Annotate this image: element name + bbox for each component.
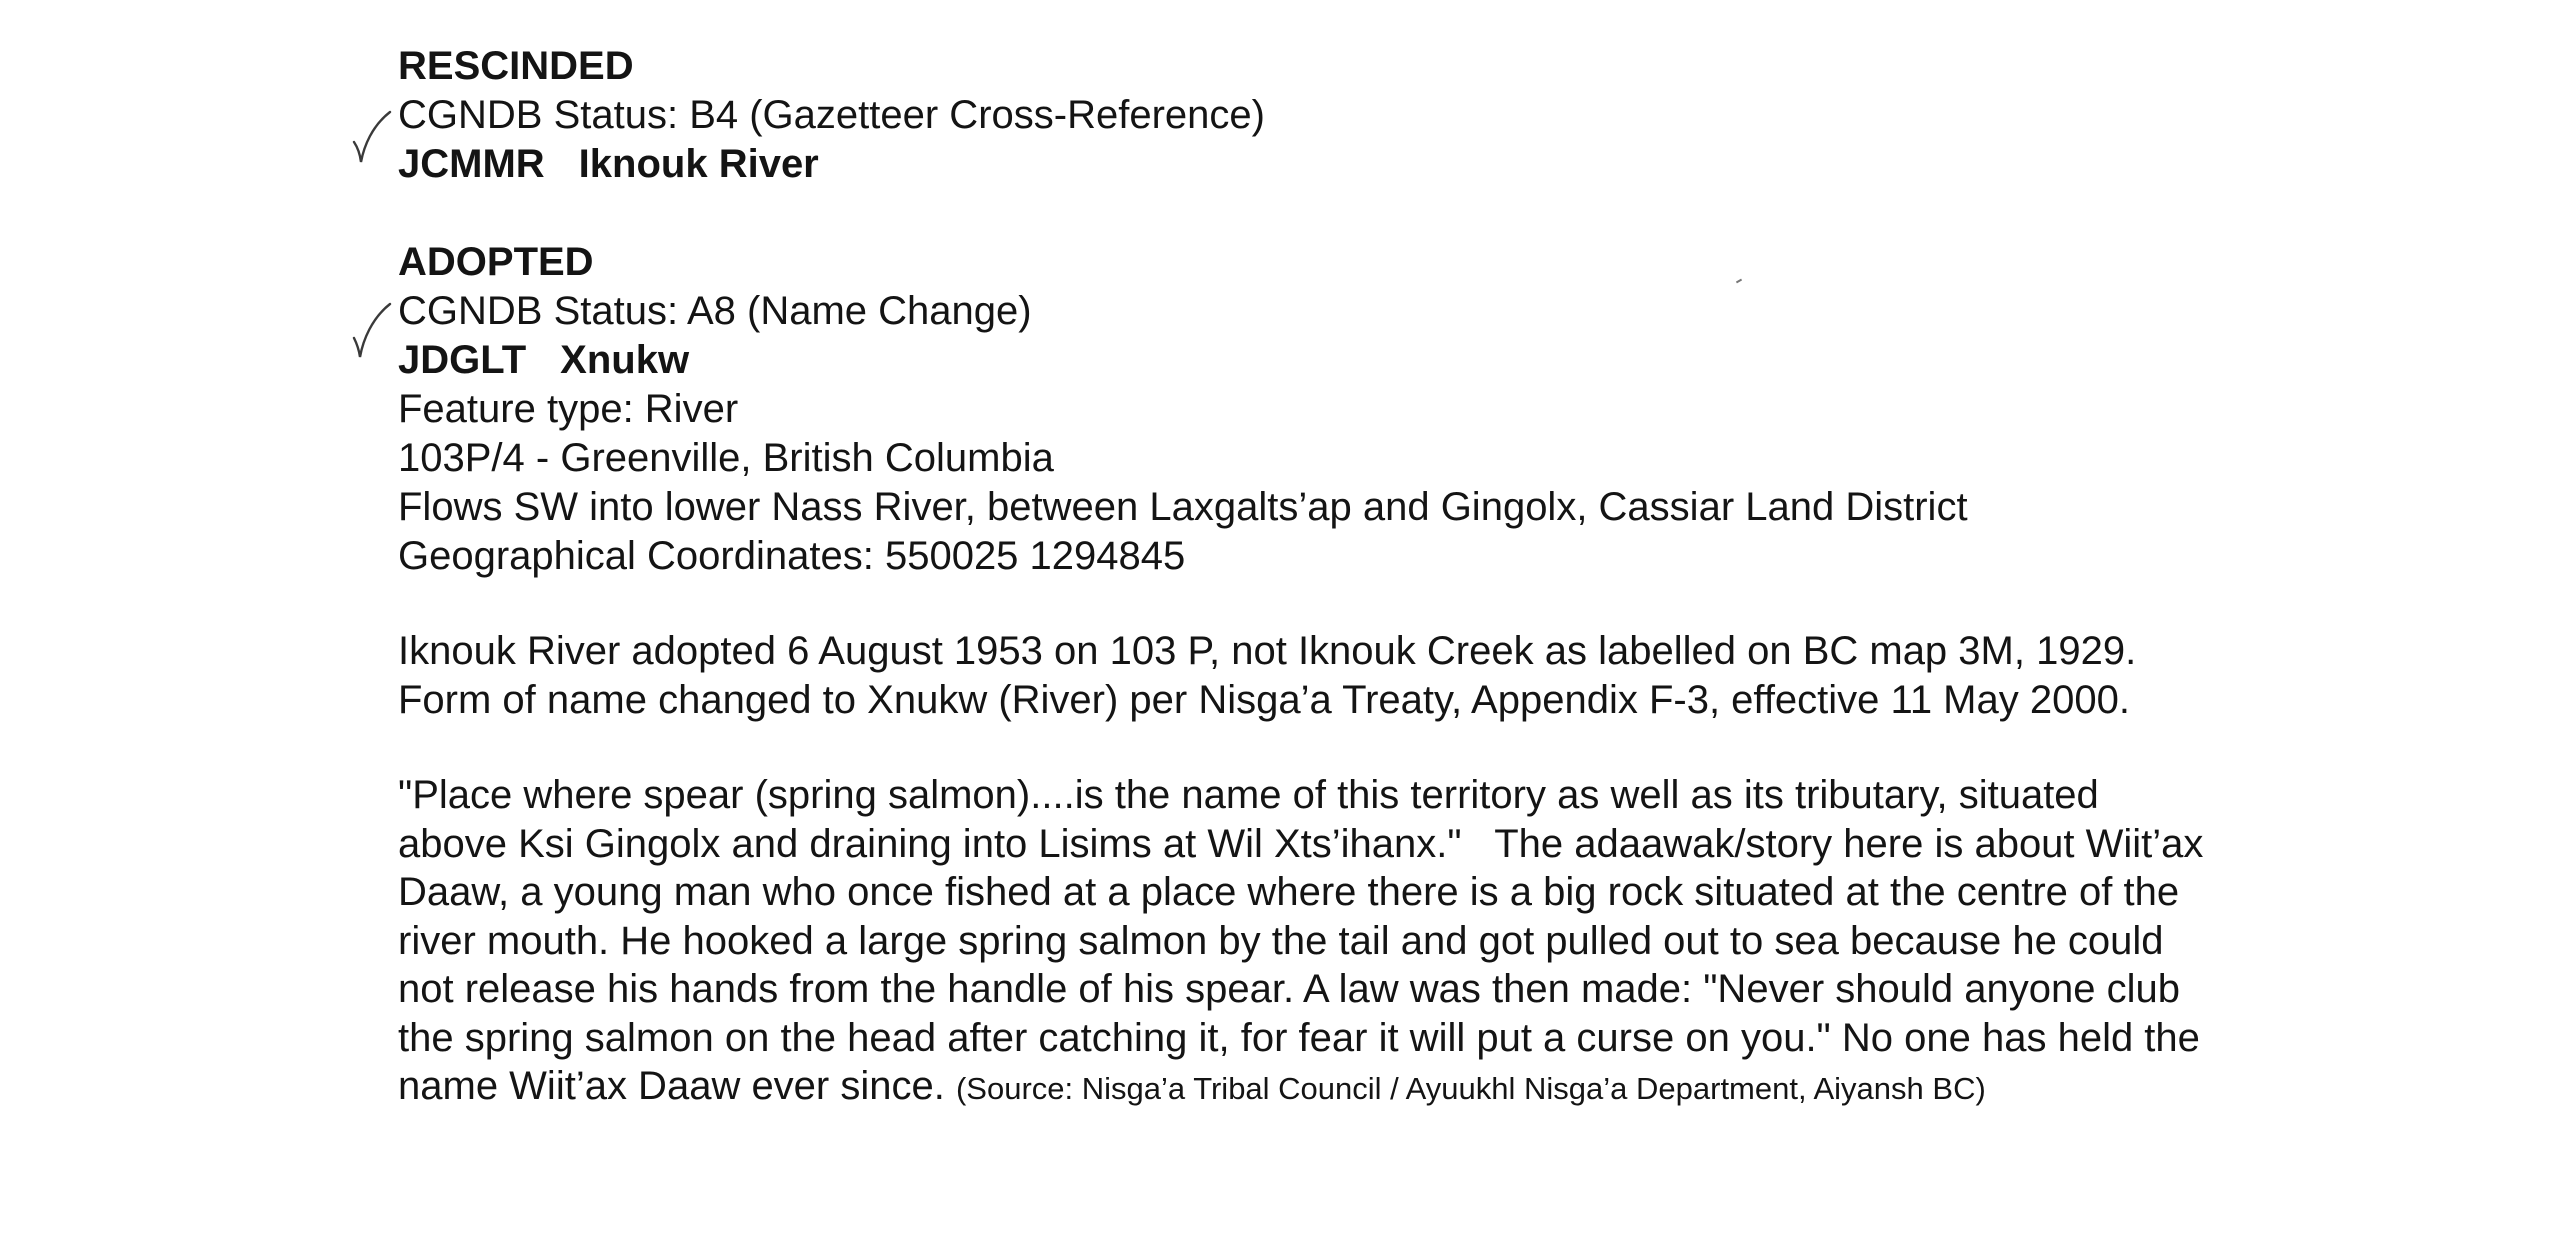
adopted-name: Xnukw: [560, 338, 690, 382]
adopted-code: JDGLT: [398, 338, 527, 382]
feature-type: Feature type: River: [398, 387, 739, 431]
adopted-heading: ADOPTED: [398, 240, 594, 284]
rescinded-code: JCMMR: [398, 142, 545, 186]
source-citation: (Source: Nisga’a Tribal Council / Ayuukhl Nisga’a Department, Aiyansh BC): [955, 1071, 1986, 1106]
location-description: Flows SW into lower Nass River, between Laxgalts’ap and Gingolx, Cassiar Land District: [398, 485, 1968, 529]
spacer: [398, 724, 2348, 771]
rescinded-status: CGNDB Status: B4 (Gazetteer Cross-Reference): [398, 93, 1265, 137]
rescinded-heading: RESCINDED: [398, 44, 634, 88]
checkmark-icon: [350, 108, 394, 164]
rescinded-entry: [398, 140, 2348, 189]
adopted-entry: [398, 336, 2348, 385]
adopted-status: CGNDB Status: A8 (Name Change): [398, 289, 1032, 333]
history-paragraph: Iknouk River adopted 6 August 1953 on 103 P, not Iknouk Creek as labelled on BC map 3M, 1929. Form of name changed to Xnukw (River) per Nisga’a Treaty, Appendix F-3, effective 11 May 2000.: [398, 629, 2137, 722]
rescinded-section: [398, 42, 2348, 189]
origin-paragraph: [398, 771, 2218, 1111]
checkmark-icon: [350, 302, 394, 358]
spacer: [398, 581, 2348, 627]
geographical-coordinates: Geographical Coordinates: 550025 1294845: [398, 534, 1186, 578]
map-sheet: 103P/4 - Greenville, British Columbia: [398, 436, 1054, 480]
spacer: [398, 189, 2348, 238]
origin-text: "Place where spear (spring salmon)....is the name of this territory as well as its tributary, situated above Ksi Gingolx and draining into Lisims at Wil Xts’ihanx." The adaawak/story here is about Wiit’ax Daaw, a young man who once fished at a place where there is a big rock situated at the centre of the river mouth. He hooked a large spring salmon by the tail and got pulled out to sea because he could not release his hands from the handle of his spear. A law was then made: "Never should anyone club the spring salmon on the head after catching it, for fear it will put a curse on you." No one has held the name Wiit’ax Daaw ever since.: [398, 773, 2204, 1108]
adopted-section: [398, 238, 2348, 581]
document-page: [398, 42, 2348, 1111]
rescinded-name: Iknouk River: [578, 142, 819, 186]
